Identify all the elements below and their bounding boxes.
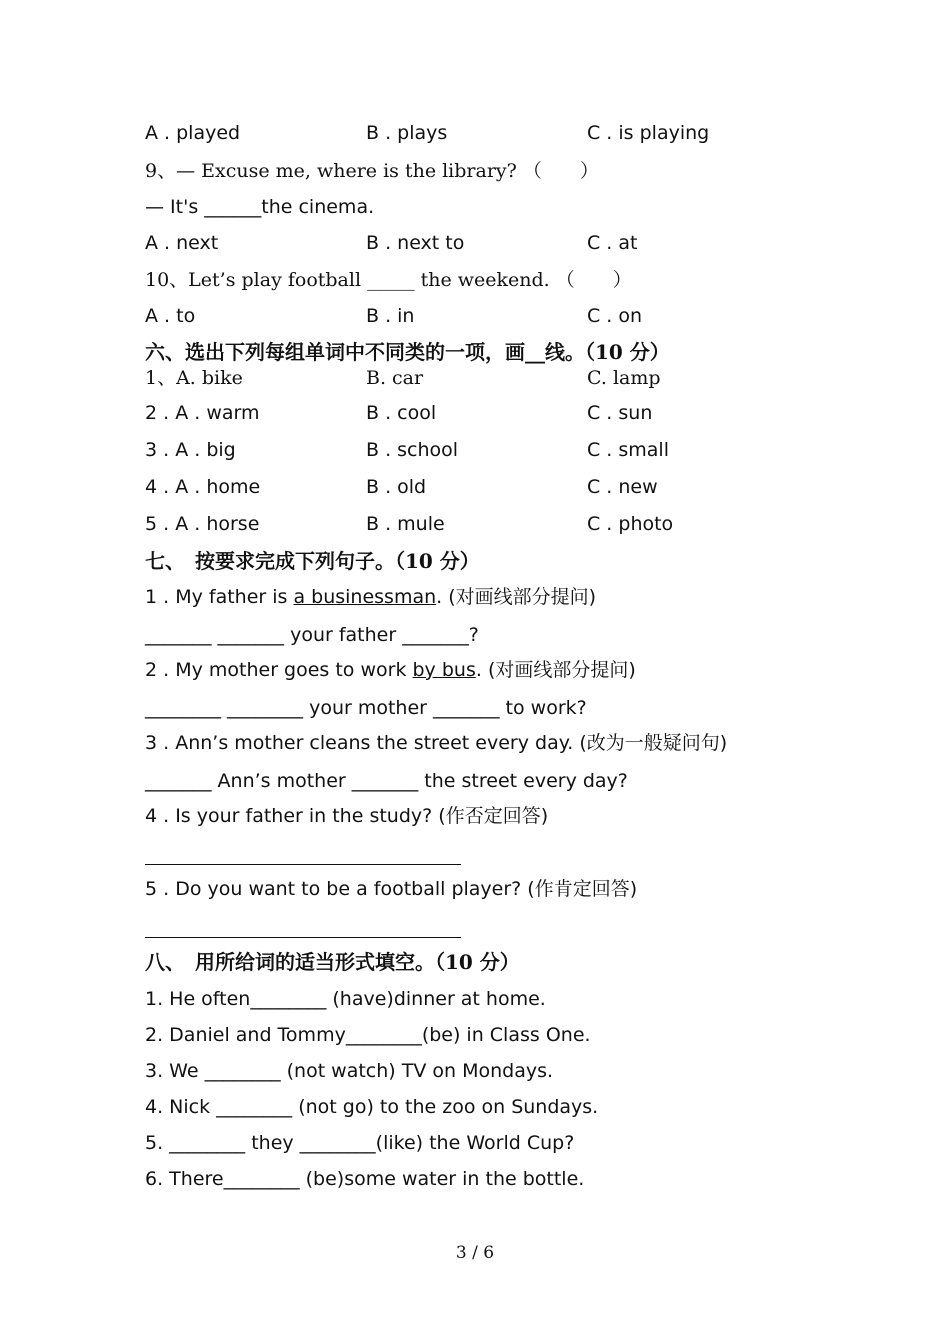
s6-r1-c: C. lamp (587, 367, 661, 389)
s6-r3-c: C . small (587, 439, 669, 461)
s7-item-1-answer: _______ _______ your father _______? (145, 624, 479, 646)
s6-r5-c: C . photo (587, 513, 674, 535)
s6-r1-a: 1、A. bike (145, 367, 243, 389)
s7-item-3-answer: _______ Ann’s mother _______ the street every day? (145, 770, 628, 792)
q8-option-b: B . plays (366, 122, 448, 144)
q10-option-a: A . to (145, 305, 196, 327)
s7-item-1-pre: 1 . My father is (145, 586, 294, 608)
s7-item-2-underlined: by bus (412, 659, 476, 681)
s7-item-2 (145, 658, 636, 682)
s6-r3-a: 3 . A . big (145, 439, 236, 461)
s6-r5-b: B . mule (366, 513, 445, 535)
s6-r4-c: C . new (587, 476, 658, 498)
q10-option-b: B . in (366, 305, 415, 327)
q9-answer-line: — It's ______the cinema. (145, 196, 375, 218)
q8-option-a: A . played (145, 122, 241, 144)
s6-r2-c: C . sun (587, 402, 653, 424)
s8-item-4: 4. Nick ________ (not go) to the zoo on Sundays. (145, 1096, 599, 1118)
q8-option-c: C . is playing (587, 122, 710, 144)
s6-r5-a: 5 . A . horse (145, 513, 260, 535)
answer-blank-line (145, 846, 461, 865)
s7-item-4-answer-line (145, 846, 461, 871)
s8-item-3: 3. We ________ (not watch) TV on Mondays. (145, 1060, 554, 1082)
q10-option-c: C . on (587, 305, 643, 327)
q9-option-c: C . at (587, 232, 638, 254)
section-6-title: 六、选出下列每组单词中不同类的一项，画__线。（10 分） (145, 340, 670, 364)
s8-item-5: 5. ________ they ________(like) the World Cup? (145, 1132, 575, 1154)
s7-item-5: 5 . Do you want to be a football player? (作肯定回答) (145, 878, 638, 900)
s6-r4-a: 4 . A . home (145, 476, 261, 498)
s6-r1-b: B. car (366, 367, 424, 389)
s7-item-5-answer-line (145, 919, 461, 944)
s8-item-1: 1. He often________ (have)dinner at home. (145, 988, 546, 1010)
s8-item-6: 6. There________ (be)some water in the bottle. (145, 1168, 585, 1190)
s7-item-4: 4 . Is your father in the study? (作否定回答) (145, 805, 549, 827)
s6-r2-a: 2 . A . warm (145, 402, 260, 424)
q9-option-b: B . next to (366, 232, 465, 254)
s7-item-2-pre: 2 . My mother goes to work (145, 659, 413, 681)
s7-item-2-answer: ________ ________ your mother _______ to work? (145, 697, 587, 719)
s7-item-1 (145, 585, 596, 609)
page-number: 3 / 6 (455, 1243, 495, 1263)
q9-question: 9、— Excuse me, where is the library? （ ） (145, 160, 599, 182)
s6-r2-b: B . cool (366, 402, 437, 424)
q9-option-a: A . next (145, 232, 219, 254)
answer-blank-line (145, 919, 461, 938)
section-8-title: 八、 用所给词的适当形式填空。（10 分） (145, 950, 520, 974)
s6-r4-b: B . old (366, 476, 427, 498)
section-7-title: 七、 按要求完成下列句子。（10 分） (145, 549, 480, 573)
s7-item-2-post: . (对画线部分提问) (475, 659, 636, 681)
s6-r3-b: B . school (366, 439, 459, 461)
s8-item-2: 2. Daniel and Tommy________(be) in Class One. (145, 1024, 591, 1046)
s7-item-3: 3 . Ann’s mother cleans the street every day. (改为一般疑问句) (145, 732, 728, 754)
s7-item-1-post: . (对画线部分提问) (436, 586, 597, 608)
q10-question: 10、Let’s play football _____ the weekend. （ ） (145, 269, 632, 291)
s7-item-1-underlined: a businessman (293, 586, 437, 608)
